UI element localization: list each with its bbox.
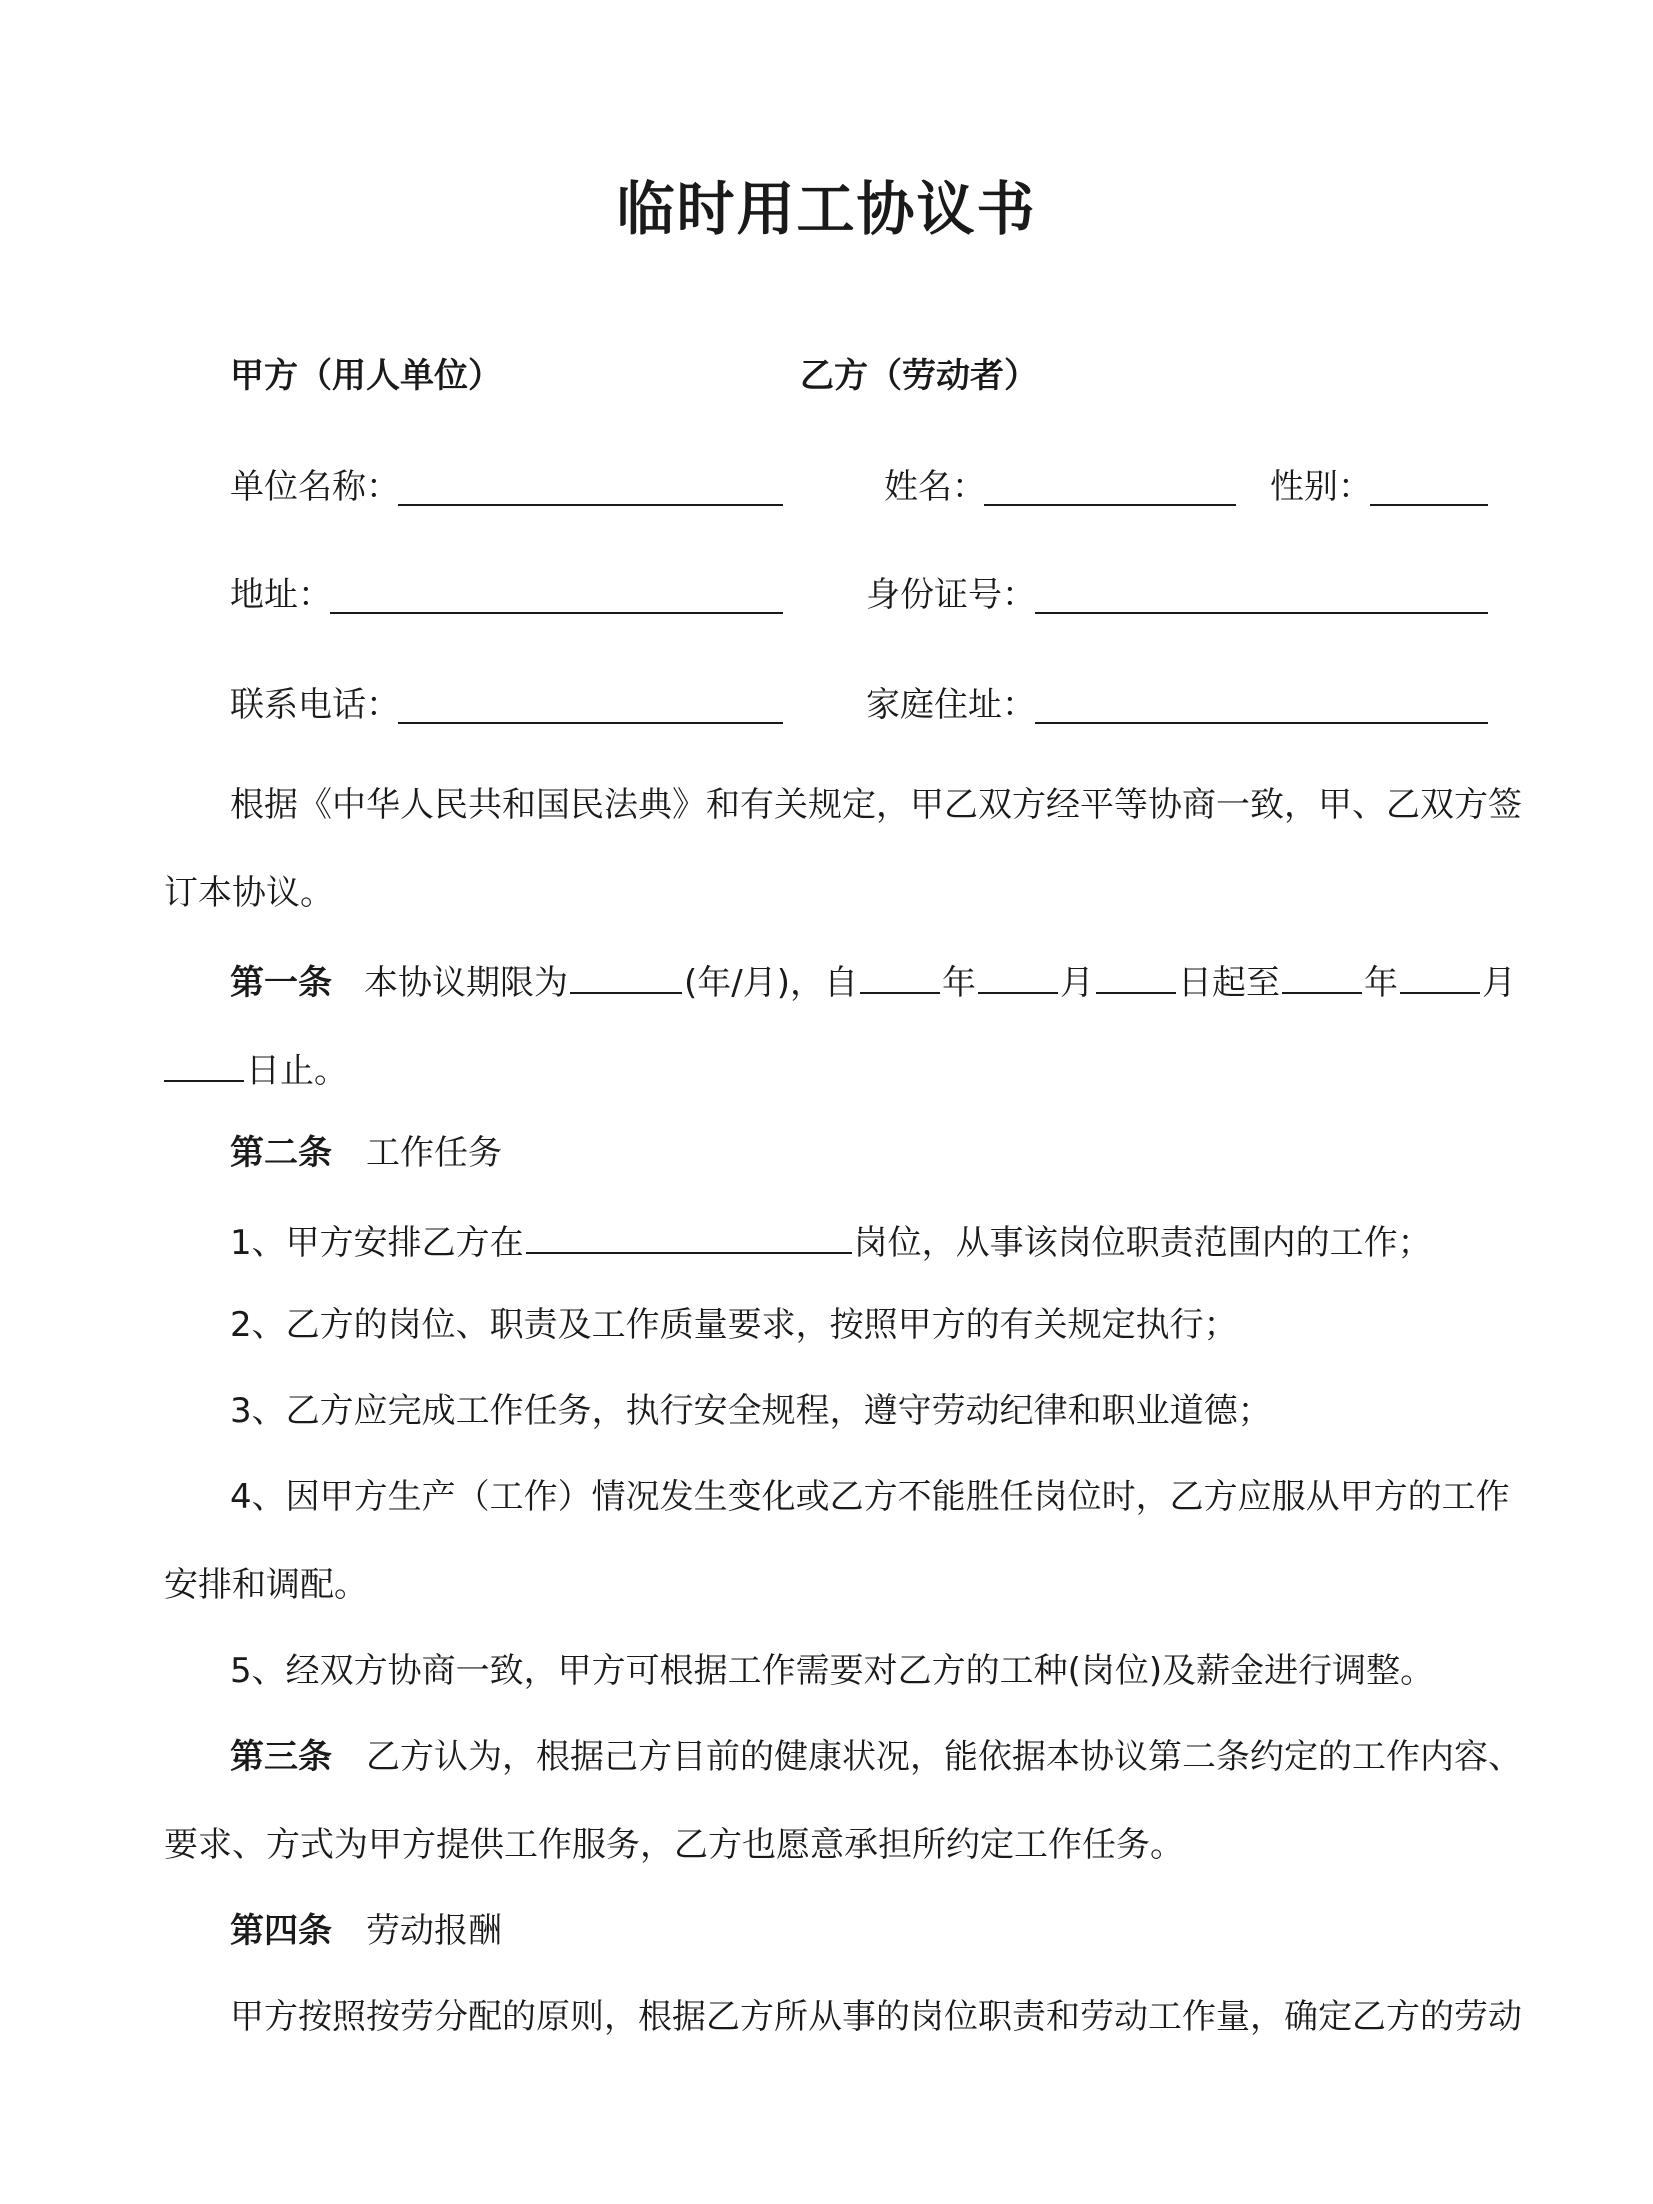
item-1-text-a: 1、甲方安排乙方在	[230, 1223, 524, 1263]
end-year-blank[interactable]	[1282, 962, 1362, 994]
home-address-label: 家庭住址：	[866, 685, 1036, 725]
article-1-label: 第一条	[230, 963, 332, 1003]
article-1-year-b: 年	[1363, 963, 1398, 1003]
article-4-heading-line	[230, 1911, 502, 1951]
article-2-heading-line	[230, 1133, 502, 1173]
end-month-blank[interactable]	[1400, 962, 1480, 994]
article-3-label: 第三条	[230, 1737, 332, 1777]
article-1-year-a: 年	[941, 963, 976, 1003]
name-label: 姓名：	[884, 467, 986, 507]
article-1-month-a: 月	[1059, 963, 1094, 1003]
gender-field[interactable]	[1370, 504, 1488, 506]
address-field[interactable]	[330, 612, 783, 614]
article-1-line-1	[230, 962, 1516, 1003]
article-2-item-2: 2、乙方的岗位、职责及工作质量要求，按照甲方的有关规定执行；	[230, 1305, 1238, 1345]
article-2-item-4-line-1: 4、因甲方生产（工作）情况发生变化或乙方不能胜任岗位时，乙方应服从甲方的工作	[230, 1477, 1510, 1517]
start-day-blank[interactable]	[1096, 962, 1176, 994]
preamble-line-2: 订本协议。	[164, 873, 334, 913]
article-4-line-1: 甲方按照按劳分配的原则，根据乙方所从事的岗位职责和劳动工作量，确定乙方的劳动	[230, 1997, 1522, 2037]
name-field[interactable]	[984, 504, 1236, 506]
item-1-text-b: 岗位，从事该岗位职责范围内的工作；	[853, 1223, 1432, 1263]
unit-name-field[interactable]	[398, 504, 783, 506]
article-1-text-c: 日起至	[1177, 963, 1280, 1003]
start-year-blank[interactable]	[860, 962, 940, 994]
article-1-month-b: 月	[1481, 963, 1516, 1003]
phone-field[interactable]	[398, 722, 783, 724]
article-4-label: 第四条	[230, 1911, 332, 1951]
article-2-item-1	[230, 1222, 1432, 1263]
party-a-heading: 甲方（用人单位）	[230, 356, 502, 396]
id-number-label: 身份证号：	[866, 575, 1036, 615]
address-label: 地址：	[230, 575, 332, 615]
article-2-item-4-line-2: 安排和调配。	[164, 1565, 368, 1605]
article-2-heading: 工作任务	[366, 1133, 502, 1173]
party-b-heading: 乙方（劳动者）	[800, 356, 1038, 396]
unit-name-label: 单位名称：	[230, 467, 400, 507]
term-length-blank[interactable]	[570, 962, 682, 994]
preamble-line-1: 根据《中华人民共和国民法典》和有关规定，甲乙双方经平等协商一致，甲、乙双方签	[230, 785, 1522, 825]
article-3-line-1	[230, 1737, 1522, 1777]
article-3-text: 乙方认为，根据己方目前的健康状况，能依据本协议第二条约定的工作内容、	[366, 1737, 1522, 1777]
article-2-label: 第二条	[230, 1133, 332, 1173]
article-4-heading: 劳动报酬	[366, 1911, 502, 1951]
phone-label: 联系电话：	[230, 685, 400, 725]
id-number-field[interactable]	[1035, 612, 1488, 614]
article-3-line-2: 要求、方式为甲方提供工作服务，乙方也愿意承担所约定工作任务。	[164, 1825, 1184, 1865]
home-address-field[interactable]	[1035, 722, 1488, 724]
article-2-item-3: 3、乙方应完成工作任务，执行安全规程，遵守劳动纪律和职业道德；	[230, 1391, 1272, 1431]
article-1-line-2	[164, 1050, 348, 1091]
position-blank[interactable]	[526, 1222, 852, 1254]
document-title: 临时用工协议书	[616, 175, 1037, 243]
article-1-text-b: (年/月)，自	[684, 963, 858, 1003]
gender-label: 性别：	[1270, 467, 1372, 507]
article-1-text-a: 本协议期限为	[364, 963, 568, 1003]
article-2-item-5: 5、经双方协商一致，甲方可根据工作需要对乙方的工种(岗位)及薪金进行调整。	[230, 1651, 1435, 1691]
article-1-text-d: 日止。	[246, 1051, 348, 1091]
end-day-blank[interactable]	[164, 1050, 244, 1082]
start-month-blank[interactable]	[978, 962, 1058, 994]
